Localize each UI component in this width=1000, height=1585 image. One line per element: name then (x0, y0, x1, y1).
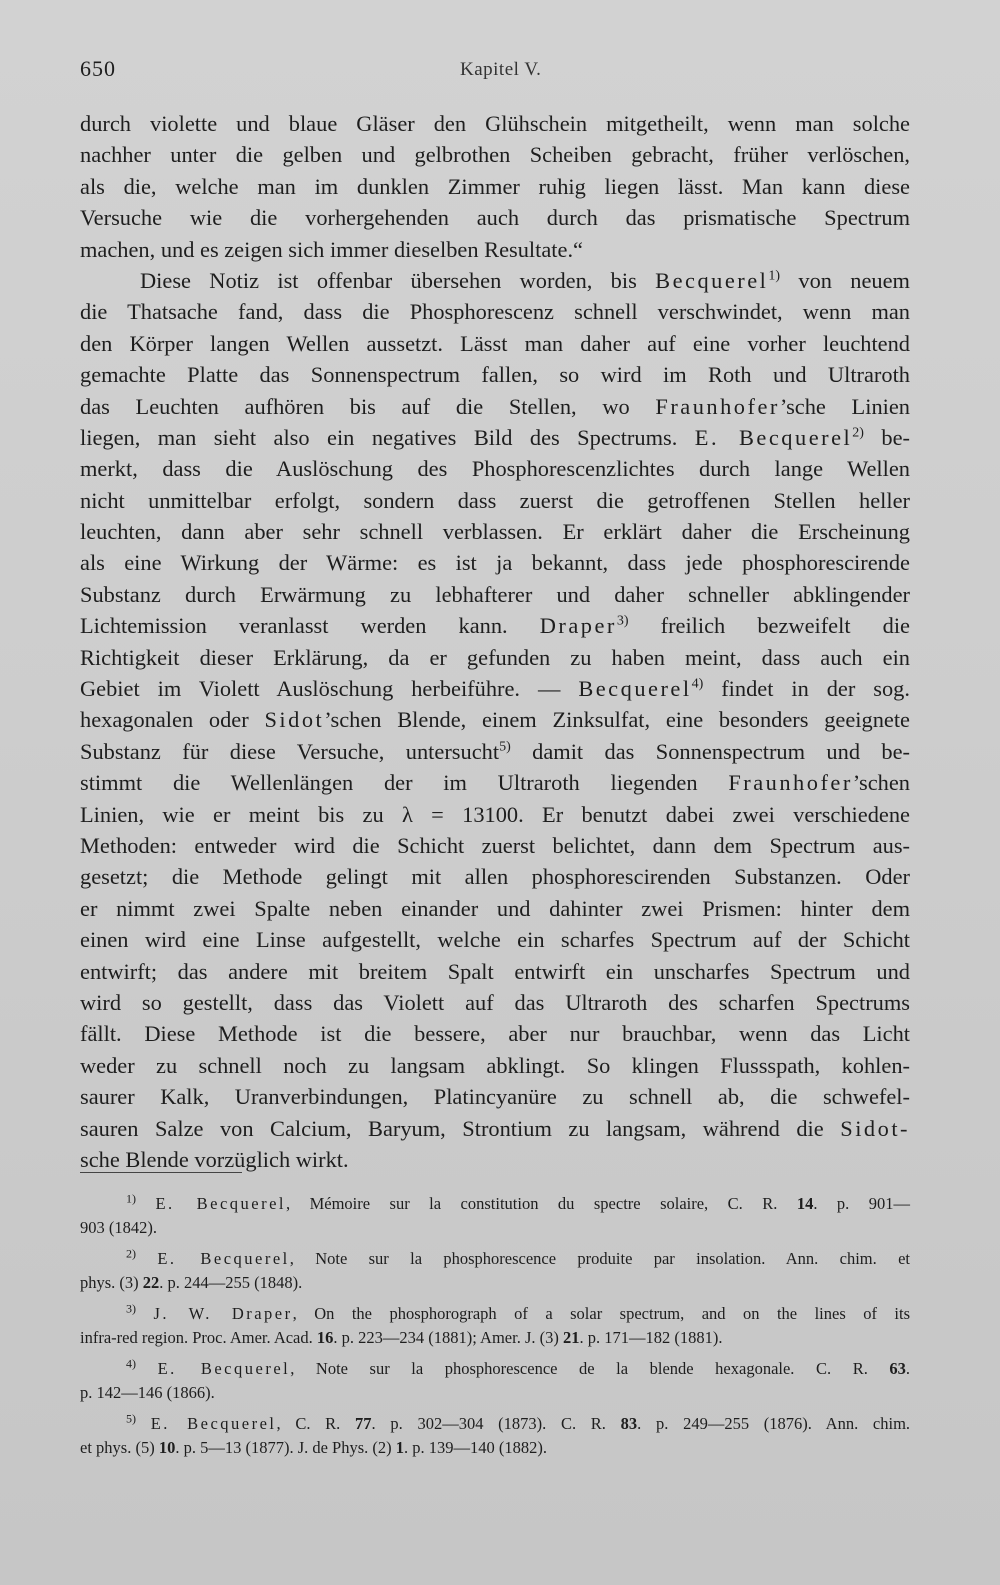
footnote-text: . p. 171—182 (1881). (579, 1328, 723, 1347)
running-title: Kapitel V. (460, 59, 542, 80)
text-line: durch violette und blaue Gläser den Glühschein mitgetheilt, wenn man solche (80, 111, 910, 136)
text-run: ’schen (852, 770, 910, 796)
text-line (80, 767, 910, 798)
body-text (80, 108, 910, 1175)
footnote-3 (80, 1302, 910, 1350)
footnote-author: J. W. Draper (153, 1304, 293, 1323)
text-run: ’sche Linien (779, 393, 910, 419)
text-line: gesetzt; die Methode gelingt mit allen phosphorescirenden Substanzen. Oder (80, 864, 910, 890)
footnote-text: . p. 302—304 (1873). C. R. (371, 1414, 606, 1433)
volume-number: 77 (355, 1414, 372, 1433)
text-line: nicht unmittelbar erfolgt, sondern dass zuerst die getroffenen Stellen heller (80, 487, 910, 513)
text-line: leuchten, dann aber sehr schnell verblassen. Er erklärt daher die Erscheinung (80, 519, 910, 545)
footnote-1 (80, 1192, 910, 1240)
footnote-line (80, 1357, 910, 1381)
footnote-4 (80, 1357, 910, 1405)
text-line (80, 736, 910, 767)
text-line: als eine Wirkung der Wärme: es ist ja bekannt, dass jede phosphorescirende (80, 550, 910, 576)
text-line: gemachte Platte das Sonnenspectrum fallen, so wird im Roth und Ultraroth (80, 362, 910, 388)
footnote-text: . p. 901— (813, 1194, 911, 1213)
footnote-line (80, 1192, 910, 1216)
volume-number: 14 (796, 1194, 814, 1213)
text-run: ’schen Blende, einem Zinksulfat, eine besonders geeignete (324, 707, 910, 733)
text-line: merkt, dass die Auslöschung des Phosphorescenzlichtes durch lange Wellen (80, 456, 910, 482)
text-line: Substanz durch Erwärmung zu lebhafterer und daher schneller abklingender (80, 581, 910, 607)
footnote-author: E. Becquerel (157, 1249, 290, 1268)
text-line (80, 422, 910, 453)
text-line: er nimmt zwei Spalte neben einander und dahinter zwei Prismen: hinter dem (80, 895, 910, 921)
text-run: Gebiet im Violett Auslöschung herbeiführe. — (80, 676, 561, 702)
footnote-text: , Note sur la phosphorescence de la blende hexagonale. C. R. (290, 1359, 868, 1378)
text-run: von neuem (798, 267, 910, 293)
footnote-text: . p. 249—255 (1876). Ann. chim. (637, 1414, 911, 1433)
footnote-line (80, 1326, 910, 1350)
footnote-text: , C. R. (276, 1414, 341, 1433)
text-line: wird so gestellt, dass das Violett auf das Ultraroth des scharfen Spectrums (80, 989, 910, 1015)
footnote-mark: 2) (126, 1246, 136, 1261)
footnote-mark: 3) (126, 1301, 136, 1316)
footnote-text: , Note sur la phosphorescence produite par insolation. Ann. chim. et (289, 1249, 910, 1268)
text-run: Diese Notiz ist offenbar übersehen worden, bis (140, 267, 637, 293)
footnote-text: . p. 5—13 (1877). J. de Phys. (2) (175, 1438, 392, 1457)
author-name: Becquerel (578, 676, 692, 702)
text-line: Methoden: entweder wird die Schicht zuerst belichtet, dann dem Spectrum aus- (80, 832, 910, 858)
footnote-text: et phys. (5) (80, 1438, 155, 1457)
text-run: findet in der sog. (721, 676, 910, 702)
text-line (80, 1113, 910, 1144)
volume-number: 1 (395, 1438, 405, 1457)
text-line: den Körper langen Wellen aussetzt. Lässt man daher auf eine vorher leuchtend (80, 330, 910, 356)
text-line: machen, und es zeigen sich immer dieselben Resultate.“ (80, 236, 583, 262)
footnote-text: phys. (3) (80, 1273, 139, 1292)
footnote-2 (80, 1247, 910, 1295)
footnote-line: p. 142—146 (1866). (80, 1383, 215, 1402)
footnote-ref: 5) (499, 739, 511, 755)
text-line: als die, welche man im dunklen Zimmer ruhig liegen lässt. Man kann diese (80, 173, 910, 199)
text-line (80, 704, 910, 735)
author-name: Sidot (264, 707, 325, 733)
text-run: Substanz für diese Versuche, untersucht (80, 738, 500, 764)
footnote-author: E. Becquerel (157, 1359, 291, 1378)
footnote-text: . p. 139—140 (1882). (404, 1438, 548, 1457)
footnote-text: . p. 223—234 (1881); Amer. J. (3) (333, 1328, 559, 1347)
footnote-text: , On the phosphorograph of a solar spectrum, and on the lines of its (292, 1304, 911, 1323)
text-line (80, 673, 910, 704)
footnote-ref: 4) (691, 676, 704, 692)
author-name: Sidot- (840, 1115, 910, 1141)
footnote-line (80, 1271, 910, 1295)
text-run: das Leuchten aufhören bis auf die Stellen, wo (80, 393, 630, 419)
footnote-line (80, 1247, 910, 1271)
footnote-line: 903 (1842). (80, 1218, 157, 1237)
text-run: liegen, man sieht also ein negatives Bild des Spectrums. (80, 424, 678, 450)
footnote-mark: 4) (126, 1356, 136, 1371)
footnote-author: E. Becquerel (150, 1414, 277, 1433)
text-line: einen wird eine Linse aufgestellt, welche ein scharfes Spectrum auf der Schicht (80, 927, 910, 953)
volume-number: 63 (889, 1359, 906, 1378)
volume-number: 22 (142, 1273, 160, 1292)
footnote-mark: 1) (126, 1191, 136, 1206)
footnote-divider (80, 1172, 242, 1173)
text-run: hexagonalen oder (80, 707, 249, 733)
text-line: sche Blende vorzüglich wirkt. (80, 1146, 349, 1172)
text-run: Lichtemission veranlasst werden kann. (80, 613, 508, 639)
footnote-ref: 2) (852, 425, 864, 441)
author-name: Draper (539, 613, 617, 639)
volume-number: 83 (620, 1414, 638, 1433)
footnote-line (80, 1412, 910, 1436)
text-line (80, 610, 910, 641)
text-line: weder zu schnell noch zu langsam abklingt. So klingen Flussspath, kohlen- (80, 1052, 910, 1078)
page-header (80, 56, 910, 86)
text-line: saurer Kalk, Uranverbindungen, Platincyanüre zu schnell ab, die schwefel- (80, 1084, 910, 1110)
text-line: Richtigkeit dieser Erklärung, da er gefunden zu haben meint, dass auch ein (80, 644, 910, 670)
text-line (80, 391, 910, 422)
footnote-text: , Mémoire sur la constitution du spectre solaire, C. R. (286, 1194, 778, 1213)
text-line: nachher unter die gelben und gelbrothen Scheiben gebracht, früher verlöschen, (80, 142, 910, 168)
footnote-text: infra-red region. Proc. Amer. Acad. (80, 1328, 313, 1347)
volume-number: 10 (158, 1438, 176, 1457)
footnote-ref: 1) (768, 268, 781, 284)
text-run: stimmt die Wellenlängen der im Ultraroth liegenden (80, 770, 698, 796)
text-line: entwirft; das andere mit breitem Spalt entwirft ein unscharfes Spectrum und (80, 958, 910, 984)
footnote-author: E. Becquerel (155, 1194, 287, 1213)
text-line (80, 265, 910, 296)
author-name: Becquerel (655, 267, 769, 293)
text-line: Linien, wie er meint bis zu λ = 13100. Er benutzt dabei zwei verschiedene (80, 801, 910, 827)
footnote-mark: 5) (126, 1411, 136, 1426)
text-run: be- (881, 424, 910, 450)
text-run: freilich bezweifelt die (660, 613, 910, 639)
text-run: sauren Salze von Calcium, Baryum, Strontium zu langsam, während die (80, 1115, 824, 1141)
footnote-ref: 3) (616, 613, 629, 629)
footnotes (80, 1192, 910, 1467)
footnote-text: . (905, 1359, 911, 1378)
volume-number: 16 (316, 1328, 334, 1347)
author-name: Fraunhofer (655, 393, 780, 419)
text-line: die Thatsache fand, dass die Phosphorescenz schnell verschwindet, wenn man (80, 299, 910, 325)
text-line: Versuche wie die vorhergehenden auch durch das prismatische Spectrum (80, 205, 910, 231)
footnote-line (80, 1436, 910, 1460)
author-name: E. Becquerel (694, 424, 853, 450)
volume-number: 21 (563, 1328, 580, 1347)
footnote-5 (80, 1412, 910, 1460)
page-number: 650 (80, 56, 116, 81)
footnote-line (80, 1302, 910, 1326)
text-run: damit das Sonnenspectrum und be- (532, 738, 910, 764)
footnote-text: . p. 244—255 (1848). (159, 1273, 303, 1292)
text-line: fällt. Diese Methode ist die bessere, aber nur brauchbar, wenn das Licht (80, 1021, 910, 1047)
author-name: Fraunhofer (728, 770, 853, 796)
